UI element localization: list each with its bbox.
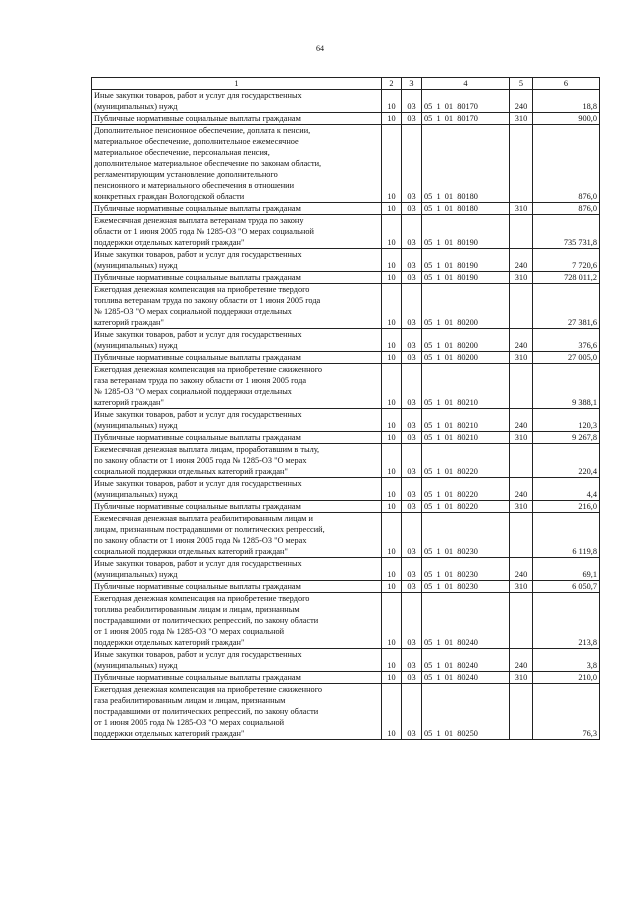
section-code: 10 <box>382 113 402 125</box>
header-col-6: 6 <box>533 78 600 90</box>
amount: 728 011,2 <box>533 272 600 284</box>
expense-type-code <box>510 284 533 329</box>
table-row <box>92 558 600 581</box>
header-col-2: 2 <box>382 78 402 90</box>
table-row <box>92 284 600 329</box>
table-row <box>92 249 600 272</box>
row-description: Иные закупки товаров, работ и услуг для государственных (муниципальных) нужд <box>92 249 382 272</box>
expense-type-code: 240 <box>510 249 533 272</box>
expense-type-code <box>510 364 533 409</box>
row-description: Ежегодная денежная компенсация на приобретение твердого топлива ветеранам труда по закону области от 1 июня 2005 года № 1285-ОЗ "О мерах социальной поддержки отдельных категорий граждан" <box>92 284 382 329</box>
amount: 27 381,6 <box>533 284 600 329</box>
page-number: 64 <box>316 44 324 53</box>
section-code: 10 <box>382 593 402 649</box>
section-code: 10 <box>382 284 402 329</box>
section-code: 10 <box>382 352 402 364</box>
subsection-code: 03 <box>402 284 422 329</box>
section-code: 10 <box>382 581 402 593</box>
amount: 18,8 <box>533 90 600 113</box>
target-article-code: 05 1 01 80220 <box>422 478 510 501</box>
subsection-code: 03 <box>402 593 422 649</box>
target-article-code: 05 1 01 80190 <box>422 249 510 272</box>
row-description: Ежегодная денежная компенсация на приобретение твердого топлива реабилитированным лицам и лицам, признанным пострадавшими от политических репрессий, по закону области от 1 июня 2005 года № 1285-ОЗ "О мерах социальной поддержки отдельных категорий граждан" <box>92 593 382 649</box>
row-description: Ежегодная денежная компенсация на приобретение сжиженного газа реабилитированным лицам и лицам, признанным пострадавшими от политических репрессий, по закону области от 1 июня 2005 года № 1285-ОЗ "О мерах социальной поддержки отдельных категорий граждан" <box>92 684 382 740</box>
table-row <box>92 125 600 203</box>
subsection-code: 03 <box>402 432 422 444</box>
subsection-code: 03 <box>402 684 422 740</box>
subsection-code: 03 <box>402 478 422 501</box>
target-article-code: 05 1 01 80180 <box>422 125 510 203</box>
amount: 69,1 <box>533 558 600 581</box>
amount: 27 005,0 <box>533 352 600 364</box>
table-row <box>92 432 600 444</box>
expense-type-code <box>510 125 533 203</box>
target-article-code: 05 1 01 80170 <box>422 113 510 125</box>
row-description: Иные закупки товаров, работ и услуг для государственных (муниципальных) нужд <box>92 90 382 113</box>
expense-type-code: 310 <box>510 501 533 513</box>
header-col-5: 5 <box>510 78 533 90</box>
section-code: 10 <box>382 558 402 581</box>
subsection-code: 03 <box>402 113 422 125</box>
header-col-1: 1 <box>92 78 382 90</box>
target-article-code: 05 1 01 80170 <box>422 90 510 113</box>
subsection-code: 03 <box>402 215 422 249</box>
expense-type-code: 310 <box>510 113 533 125</box>
subsection-code: 03 <box>402 249 422 272</box>
subsection-code: 03 <box>402 672 422 684</box>
expense-type-code <box>510 215 533 249</box>
subsection-code: 03 <box>402 352 422 364</box>
target-article-code: 05 1 01 80210 <box>422 409 510 432</box>
section-code: 10 <box>382 125 402 203</box>
row-description: Публичные нормативные социальные выплаты гражданам <box>92 672 382 684</box>
subsection-code: 03 <box>402 649 422 672</box>
subsection-code: 03 <box>402 444 422 478</box>
section-code: 10 <box>382 649 402 672</box>
table-row <box>92 672 600 684</box>
row-description: Иные закупки товаров, работ и услуг для государственных (муниципальных) нужд <box>92 329 382 352</box>
expense-type-code: 240 <box>510 649 533 672</box>
subsection-code: 03 <box>402 409 422 432</box>
amount: 3,8 <box>533 649 600 672</box>
table-row <box>92 513 600 558</box>
amount: 876,0 <box>533 203 600 215</box>
table-row <box>92 501 600 513</box>
target-article-code: 05 1 01 80200 <box>422 329 510 352</box>
target-article-code: 05 1 01 80190 <box>422 272 510 284</box>
section-code: 10 <box>382 444 402 478</box>
expense-type-code <box>510 684 533 740</box>
target-article-code: 05 1 01 80230 <box>422 513 510 558</box>
subsection-code: 03 <box>402 513 422 558</box>
target-article-code: 05 1 01 80210 <box>422 364 510 409</box>
expense-type-code: 240 <box>510 90 533 113</box>
amount: 876,0 <box>533 125 600 203</box>
amount: 76,3 <box>533 684 600 740</box>
amount: 216,0 <box>533 501 600 513</box>
amount: 220,4 <box>533 444 600 478</box>
section-code: 10 <box>382 672 402 684</box>
target-article-code: 05 1 01 80220 <box>422 501 510 513</box>
row-description: Иные закупки товаров, работ и услуг для государственных (муниципальных) нужд <box>92 478 382 501</box>
amount: 9 388,1 <box>533 364 600 409</box>
expense-type-code: 310 <box>510 203 533 215</box>
table-row <box>92 364 600 409</box>
row-description: Публичные нормативные социальные выплаты гражданам <box>92 581 382 593</box>
table-row <box>92 409 600 432</box>
section-code: 10 <box>382 513 402 558</box>
table-row <box>92 203 600 215</box>
target-article-code: 05 1 01 80210 <box>422 432 510 444</box>
subsection-code: 03 <box>402 501 422 513</box>
row-description: Ежемесячная денежная выплата реабилитированным лицам и лицам, признанным пострадавшими от политических репрессий, по закону области от 1 июня 2005 года № 1285-ОЗ "О мерах социальной поддержки отдельных категорий граждан" <box>92 513 382 558</box>
row-description: Публичные нормативные социальные выплаты гражданам <box>92 203 382 215</box>
target-article-code: 05 1 01 80240 <box>422 649 510 672</box>
subsection-code: 03 <box>402 272 422 284</box>
expense-type-code <box>510 593 533 649</box>
row-description: Ежемесячная денежная выплата ветеранам труда по закону области от 1 июня 2005 года № 1285-ОЗ "О мерах социальной поддержки отдельных категорий граждан" <box>92 215 382 249</box>
table-row <box>92 649 600 672</box>
section-code: 10 <box>382 215 402 249</box>
target-article-code: 05 1 01 80230 <box>422 581 510 593</box>
expense-type-code: 310 <box>510 581 533 593</box>
amount: 120,3 <box>533 409 600 432</box>
table-row <box>92 352 600 364</box>
target-article-code: 05 1 01 80200 <box>422 284 510 329</box>
table-row <box>92 215 600 249</box>
row-description: Иные закупки товаров, работ и услуг для государственных (муниципальных) нужд <box>92 649 382 672</box>
expense-type-code: 310 <box>510 352 533 364</box>
section-code: 10 <box>382 203 402 215</box>
table-row <box>92 581 600 593</box>
amount: 735 731,8 <box>533 215 600 249</box>
expense-type-code: 310 <box>510 432 533 444</box>
amount: 213,8 <box>533 593 600 649</box>
section-code: 10 <box>382 409 402 432</box>
amount: 376,6 <box>533 329 600 352</box>
row-description: Публичные нормативные социальные выплаты гражданам <box>92 501 382 513</box>
target-article-code: 05 1 01 80200 <box>422 352 510 364</box>
subsection-code: 03 <box>402 90 422 113</box>
table-row <box>92 272 600 284</box>
expense-type-code: 310 <box>510 672 533 684</box>
row-description: Дополнительное пенсионное обеспечение, доплата к пенсии, материальное обеспечение, дополнительное ежемесячное материальное обеспечение, персональная пенсия, дополнительное материальное обеспечение по законам области, регламентирующим установление дополнительного пенсионного и материального обеспечения в отношении конкретных граждан Вологодской области <box>92 125 382 203</box>
expense-type-code <box>510 513 533 558</box>
row-description: Публичные нормативные социальные выплаты гражданам <box>92 432 382 444</box>
target-article-code: 05 1 01 80180 <box>422 203 510 215</box>
amount: 4,4 <box>533 478 600 501</box>
amount: 7 720,6 <box>533 249 600 272</box>
target-article-code: 05 1 01 80220 <box>422 444 510 478</box>
section-code: 10 <box>382 478 402 501</box>
subsection-code: 03 <box>402 329 422 352</box>
row-description: Ежегодная денежная компенсация на приобретение сжиженного газа ветеранам труда по закону области от 1 июня 2005 года № 1285-ОЗ "О мерах социальной поддержки отдельных категорий граждан" <box>92 364 382 409</box>
table-row <box>92 684 600 740</box>
amount: 9 267,8 <box>533 432 600 444</box>
table-row <box>92 90 600 113</box>
section-code: 10 <box>382 272 402 284</box>
amount: 6 050,7 <box>533 581 600 593</box>
target-article-code: 05 1 01 80240 <box>422 672 510 684</box>
expense-type-code: 240 <box>510 409 533 432</box>
section-code: 10 <box>382 329 402 352</box>
subsection-code: 03 <box>402 581 422 593</box>
expense-type-code <box>510 444 533 478</box>
amount: 6 119,8 <box>533 513 600 558</box>
subsection-code: 03 <box>402 203 422 215</box>
table-row <box>92 444 600 478</box>
budget-table <box>91 77 600 740</box>
row-description: Публичные нормативные социальные выплаты гражданам <box>92 352 382 364</box>
subsection-code: 03 <box>402 125 422 203</box>
target-article-code: 05 1 01 80190 <box>422 215 510 249</box>
amount: 210,0 <box>533 672 600 684</box>
table-row <box>92 113 600 125</box>
section-code: 10 <box>382 90 402 113</box>
table-row <box>92 329 600 352</box>
row-description: Публичные нормативные социальные выплаты гражданам <box>92 272 382 284</box>
row-description: Иные закупки товаров, работ и услуг для государственных (муниципальных) нужд <box>92 558 382 581</box>
header-col-3: 3 <box>402 78 422 90</box>
section-code: 10 <box>382 501 402 513</box>
section-code: 10 <box>382 684 402 740</box>
header-col-4: 4 <box>422 78 510 90</box>
expense-type-code: 310 <box>510 272 533 284</box>
target-article-code: 05 1 01 80250 <box>422 684 510 740</box>
expense-type-code: 240 <box>510 329 533 352</box>
target-article-code: 05 1 01 80230 <box>422 558 510 581</box>
amount: 900,0 <box>533 113 600 125</box>
expense-type-code: 240 <box>510 478 533 501</box>
table-row <box>92 593 600 649</box>
row-description: Ежемесячная денежная выплата лицам, проработавшим в тылу, по закону области от 1 июня 2005 года № 1285-ОЗ "О мерах социальной поддержки отдельных категорий граждан" <box>92 444 382 478</box>
section-code: 10 <box>382 364 402 409</box>
row-description: Публичные нормативные социальные выплаты гражданам <box>92 113 382 125</box>
subsection-code: 03 <box>402 364 422 409</box>
section-code: 10 <box>382 249 402 272</box>
expense-type-code: 240 <box>510 558 533 581</box>
row-description: Иные закупки товаров, работ и услуг для государственных (муниципальных) нужд <box>92 409 382 432</box>
header-row <box>92 78 600 90</box>
target-article-code: 05 1 01 80240 <box>422 593 510 649</box>
table-row <box>92 478 600 501</box>
section-code: 10 <box>382 432 402 444</box>
subsection-code: 03 <box>402 558 422 581</box>
